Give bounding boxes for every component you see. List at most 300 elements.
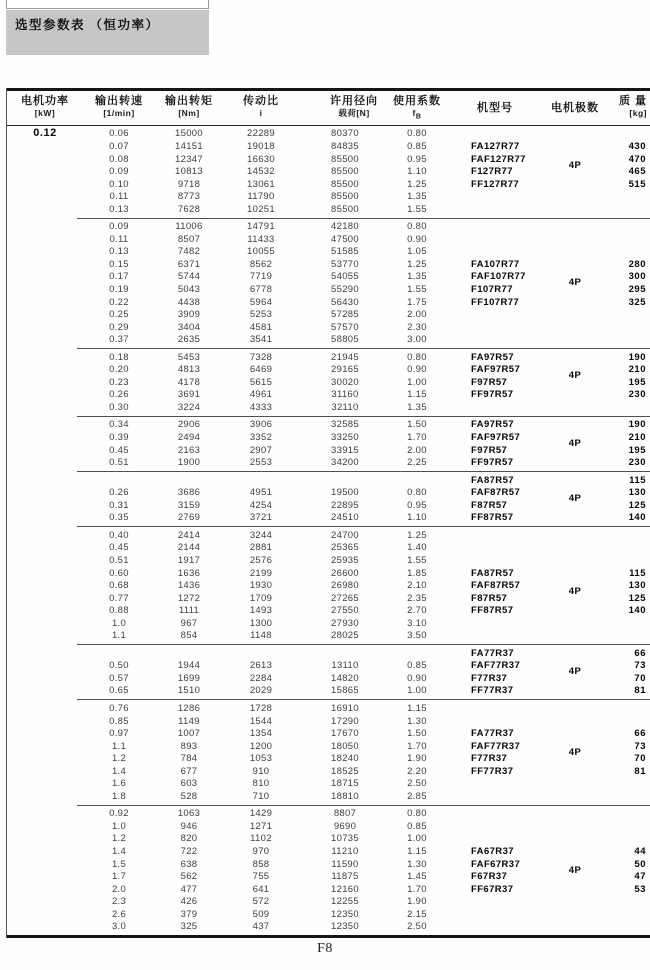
ratio-cell: 1200 <box>249 740 273 752</box>
mass-cell: 66 <box>634 728 646 740</box>
table-row <box>7 321 650 334</box>
table-row <box>7 921 650 934</box>
mass-cell: 190 <box>628 419 646 431</box>
ratio-cell: 13061 <box>247 178 275 190</box>
fs-cell: 1.15 <box>407 389 427 401</box>
mass-cell: 280 <box>628 258 646 270</box>
ratio-cell: 1930 <box>249 580 273 592</box>
poles-cell: 4P <box>568 746 582 758</box>
ratio-cell: 1300 <box>249 617 273 629</box>
speed-cell: 0.07 <box>109 141 129 152</box>
load-cell: 24700 <box>331 529 359 541</box>
fs-cell: 1.75 <box>407 296 427 308</box>
table-row <box>7 308 650 321</box>
model-cell: FA97R57 <box>471 419 514 431</box>
ratio-cell: 3244 <box>249 529 273 541</box>
mass-cell: 195 <box>628 376 646 388</box>
fs-cell: 0.80 <box>407 351 427 363</box>
fs-cell: 1.15 <box>407 845 427 857</box>
fs-cell: 3.00 <box>407 334 427 346</box>
poles-cell: 4P <box>568 277 582 289</box>
table-row <box>7 858 650 876</box>
mass-cell: 325 <box>628 296 646 308</box>
table-row <box>7 529 650 542</box>
page-number: F8 <box>317 941 333 956</box>
torque-cell: 477 <box>180 883 198 895</box>
load-cell: 54055 <box>331 271 359 283</box>
torque-cell: 638 <box>180 858 198 870</box>
table-row <box>7 765 650 778</box>
speed-cell: 1.0 <box>111 820 127 832</box>
ratio-cell: 2553 <box>249 457 273 469</box>
fs-cell: 2.10 <box>407 580 427 592</box>
ratio-cell: 2576 <box>249 554 273 566</box>
load-cell: 42180 <box>331 221 359 233</box>
ratio-cell: 1429 <box>249 808 273 820</box>
ratio-cell: 641 <box>252 883 270 895</box>
fs-cell: 1.90 <box>407 896 427 908</box>
torque-cell: 3159 <box>177 499 201 511</box>
ratio-cell: 2029 <box>249 685 273 697</box>
speed-cell: 0.13 <box>109 203 129 215</box>
fs-cell: 1.70 <box>407 883 427 895</box>
mass-cell: 115 <box>629 567 646 579</box>
ratio-cell: 2907 <box>249 444 273 456</box>
fs-cell: 1.90 <box>407 753 427 765</box>
mass-cell: 195 <box>628 444 646 456</box>
table-body <box>7 126 650 938</box>
table-row <box>7 908 650 921</box>
load-cell: 33915 <box>331 444 359 456</box>
ratio-cell: 11433 <box>247 233 275 245</box>
model-cell: FF107R77 <box>471 296 520 308</box>
load-cell: 55290 <box>331 284 359 296</box>
load-cell: 22895 <box>331 499 359 511</box>
mass-cell: 130 <box>628 487 646 499</box>
fs-cell: 0.95 <box>407 153 427 165</box>
ratio-cell: 3352 <box>249 432 273 444</box>
ratio-cell: 1709 <box>249 592 273 604</box>
mass-cell: 230 <box>628 389 646 401</box>
fs-cell: 1.00 <box>407 685 427 697</box>
speed-cell: 0.85 <box>109 715 129 727</box>
table-row <box>7 333 650 346</box>
table-row <box>7 401 650 414</box>
ratio-cell: 4254 <box>249 499 273 511</box>
torque-cell: 2494 <box>177 432 201 444</box>
table-row <box>7 820 650 833</box>
torque-cell: 1272 <box>177 592 201 604</box>
speed-cell: 0.39 <box>109 432 129 444</box>
model-cell: FAF97R57 <box>471 432 521 444</box>
speed-cell: 2.3 <box>111 896 127 908</box>
model-cell: FF97R57 <box>471 457 514 469</box>
model-cell: FA107R77 <box>471 258 520 270</box>
load-cell: 17670 <box>331 728 359 740</box>
load-cell: 31160 <box>331 389 359 401</box>
fs-cell: 2.00 <box>407 444 427 456</box>
load-cell: 57570 <box>331 321 359 333</box>
speed-cell: 0.19 <box>109 284 129 296</box>
table-row <box>7 845 650 858</box>
fs-cell: 1.15 <box>407 702 427 714</box>
table-row <box>7 474 650 487</box>
fs-cell: 1.55 <box>407 284 427 296</box>
ratio-cell: 2284 <box>249 672 273 684</box>
model-cell: FAF97R57 <box>471 364 521 376</box>
torque-cell: 7482 <box>177 246 201 258</box>
mass-cell: 130 <box>628 580 646 592</box>
fs-cell: 1.35 <box>407 271 427 283</box>
speed-cell: 2.6 <box>111 908 127 920</box>
ratio-cell: 3906 <box>249 419 273 431</box>
load-cell: 85500 <box>331 191 359 203</box>
ratio-cell: 1271 <box>249 820 273 832</box>
fs-cell: 0.90 <box>407 672 427 684</box>
model-cell: FAF87R57 <box>471 580 521 592</box>
ratio-cell: 11790 <box>247 191 275 203</box>
model-cell: FAF87R57 <box>471 487 521 499</box>
table-row <box>7 567 650 580</box>
table-row <box>7 554 650 567</box>
load-cell: 18810 <box>331 790 359 802</box>
table-row <box>7 604 650 617</box>
speed-cell: 0.51 <box>109 554 129 566</box>
model-cell: FA127R77 <box>471 141 520 152</box>
model-cell: FF77R37 <box>471 765 514 777</box>
speed-cell: 0.15 <box>109 258 129 270</box>
model-cell: F77R37 <box>471 672 508 684</box>
table-row <box>7 140 650 153</box>
header-output-torque: 输出转矩 [Nm] <box>165 95 213 118</box>
speed-cell: 2.0 <box>111 883 127 895</box>
model-cell: FF67R37 <box>471 883 514 895</box>
load-cell: 24510 <box>331 512 359 524</box>
torque-cell: 9718 <box>177 178 201 190</box>
mass-cell: 73 <box>634 740 646 752</box>
mass-cell: 50 <box>634 858 646 870</box>
mass-cell: 47 <box>634 871 646 883</box>
table-row <box>7 178 650 191</box>
ratio-cell: 1053 <box>249 753 273 765</box>
mass-cell: 140 <box>628 605 646 617</box>
speed-cell: 0.30 <box>109 401 129 413</box>
speed-cell: 0.76 <box>109 702 129 714</box>
mass-cell: 300 <box>628 271 646 283</box>
ratio-cell: 4333 <box>249 401 273 413</box>
ratio-cell: 22289 <box>247 128 275 140</box>
load-cell: 34200 <box>331 457 359 469</box>
ratio-cell: 755 <box>252 871 270 883</box>
ratio-cell: 5253 <box>249 309 273 321</box>
fs-cell: 0.80 <box>407 221 427 233</box>
table-row <box>7 617 650 630</box>
fs-cell: 0.95 <box>407 499 427 511</box>
load-cell: 8807 <box>333 808 357 820</box>
ratio-cell: 1728 <box>249 702 273 714</box>
ratio-cell: 5615 <box>249 376 273 388</box>
fs-cell: 0.80 <box>407 487 427 499</box>
mass-cell: 44 <box>634 845 646 857</box>
ratio-cell: 5964 <box>249 296 273 308</box>
speed-cell: 1.7 <box>111 871 127 883</box>
ratio-cell: 1354 <box>249 728 273 740</box>
torque-cell: 2144 <box>177 542 201 554</box>
model-cell: F127R77 <box>471 166 513 178</box>
speed-cell: 0.10 <box>109 178 129 190</box>
speed-cell: 0.65 <box>109 685 129 697</box>
mass-cell: 115 <box>629 474 646 486</box>
model-cell: F107R77 <box>471 284 513 296</box>
load-cell: 12255 <box>331 896 359 908</box>
speed-cell: 0.60 <box>109 567 129 579</box>
model-cell: FF87R57 <box>471 512 514 524</box>
torque-cell: 1111 <box>178 605 200 617</box>
table-row <box>7 727 650 740</box>
speed-cell: 0.08 <box>109 153 129 165</box>
page-title: 选型参数表 <box>15 18 86 32</box>
ratio-cell: 14532 <box>247 166 275 178</box>
header-motor-poles: 电机极数 <box>551 102 599 115</box>
table-row <box>7 629 650 642</box>
speed-cell: 0.50 <box>109 660 129 672</box>
ratio-cell: 10055 <box>247 246 275 258</box>
torque-cell: 8773 <box>177 191 201 203</box>
load-cell: 85500 <box>331 153 359 165</box>
fs-cell: 0.80 <box>407 808 427 820</box>
table-row <box>7 777 650 790</box>
table-row <box>7 647 650 660</box>
header-mass: 质 量 [kg] <box>618 95 647 118</box>
fs-cell: 1.70 <box>407 432 427 444</box>
ratio-cell: 6469 <box>249 364 273 376</box>
fs-cell: 2.00 <box>407 309 427 321</box>
model-cell: FAF77R37 <box>471 740 521 752</box>
torque-cell: 603 <box>180 778 198 790</box>
model-cell: F77R37 <box>471 753 508 765</box>
torque-cell: 6371 <box>177 258 201 270</box>
load-cell: 17290 <box>331 715 359 727</box>
model-cell: FAF67R37 <box>471 858 521 870</box>
speed-cell: 0.26 <box>109 389 129 401</box>
speed-cell: 0.09 <box>109 221 129 233</box>
speed-cell: 0.25 <box>109 309 129 321</box>
torque-cell: 10813 <box>175 166 203 178</box>
header-service-factor: 使用系数 $f_B$ <box>393 95 441 121</box>
table-row <box>7 790 650 803</box>
torque-cell: 5453 <box>177 351 201 363</box>
ratio-cell: 6778 <box>249 284 273 296</box>
mass-cell: 210 <box>628 364 646 376</box>
ratio-cell: 14791 <box>247 221 275 233</box>
fs-cell: 1.70 <box>407 740 427 752</box>
speed-cell: 0.37 <box>109 334 129 346</box>
ratio-cell: 509 <box>252 908 270 920</box>
ratio-cell: 3541 <box>249 334 273 346</box>
load-cell: 29165 <box>331 364 359 376</box>
speed-cell: 0.40 <box>109 529 129 541</box>
fs-cell: 1.10 <box>407 166 427 178</box>
ratio-cell: 19018 <box>247 141 275 152</box>
speed-cell: 0.35 <box>109 512 129 524</box>
torque-cell: 562 <box>180 871 198 883</box>
table-row <box>7 153 650 171</box>
ratio-cell: 2199 <box>249 567 273 579</box>
torque-cell: 325 <box>180 921 198 933</box>
load-cell: 11875 <box>331 871 359 883</box>
fs-cell: 1.30 <box>407 715 427 727</box>
load-cell: 27930 <box>331 617 359 629</box>
ratio-cell: 2881 <box>249 542 273 554</box>
table-row <box>7 351 650 364</box>
table-row <box>7 389 650 402</box>
table-block <box>7 219 650 348</box>
torque-cell: 3909 <box>177 309 201 321</box>
model-cell: FF127R77 <box>471 178 520 190</box>
ratio-cell: 810 <box>252 778 270 790</box>
load-cell: 18240 <box>331 753 359 765</box>
load-cell: 12350 <box>331 921 359 933</box>
ratio-cell: 10251 <box>247 203 275 215</box>
load-cell: 12350 <box>331 908 359 920</box>
mass-cell: 470 <box>628 153 646 165</box>
fs-cell: 1.05 <box>407 246 427 258</box>
fs-cell: 0.80 <box>407 128 427 140</box>
load-cell: 27265 <box>331 592 359 604</box>
top-cropped-box <box>6 0 209 9</box>
table-row <box>7 740 650 758</box>
torque-cell: 1149 <box>178 715 200 727</box>
speed-cell: 0.77 <box>109 592 129 604</box>
poles-cell: 4P <box>568 370 582 382</box>
table-block <box>7 472 650 526</box>
fs-cell: 3.50 <box>407 630 427 642</box>
ratio-cell: 4951 <box>249 487 273 499</box>
mass-cell: 140 <box>628 512 646 524</box>
speed-cell: 1.8 <box>111 790 127 802</box>
fs-cell: 1.00 <box>407 833 427 845</box>
ratio-cell: 7719 <box>249 271 273 283</box>
fs-cell: 1.00 <box>407 376 427 388</box>
mass-cell: 66 <box>634 647 646 659</box>
speed-cell: 1.2 <box>111 833 127 845</box>
torque-cell: 5744 <box>177 271 201 283</box>
ratio-cell: 4581 <box>249 321 273 333</box>
fs-cell: 0.85 <box>407 660 427 672</box>
power-cell: 0.12 <box>33 127 57 140</box>
torque-cell: 3686 <box>177 487 201 499</box>
speed-cell: 0.13 <box>109 246 129 258</box>
speed-cell: 0.51 <box>109 457 129 469</box>
load-cell: 9690 <box>333 820 357 832</box>
speed-cell: 0.11 <box>109 191 129 203</box>
ratio-cell: 1148 <box>250 630 272 642</box>
torque-cell: 1436 <box>177 580 201 592</box>
model-cell: F97R57 <box>471 376 508 388</box>
load-cell: 11590 <box>331 858 359 870</box>
torque-cell: 722 <box>180 845 198 857</box>
speed-cell: 0.92 <box>109 808 129 820</box>
load-cell: 18050 <box>331 740 359 752</box>
table-row <box>7 296 650 309</box>
mass-cell: 295 <box>628 284 646 296</box>
table-row <box>7 883 650 896</box>
model-cell: FA77R37 <box>471 647 514 659</box>
ratio-cell: 16630 <box>247 153 275 165</box>
fs-cell: 0.90 <box>407 233 427 245</box>
model-cell: F67R37 <box>471 871 508 883</box>
load-cell: 25935 <box>331 554 359 566</box>
fs-cell: 1.35 <box>407 401 427 413</box>
torque-cell: 4813 <box>177 364 201 376</box>
table-row <box>7 190 650 203</box>
load-cell: 12160 <box>331 883 359 895</box>
load-cell: 53770 <box>331 258 359 270</box>
load-cell: 51585 <box>331 246 359 258</box>
load-cell: 85500 <box>331 203 359 215</box>
speed-cell: 1.4 <box>111 765 127 777</box>
speed-cell: 0.31 <box>109 499 129 511</box>
fs-cell: 0.85 <box>407 820 427 832</box>
fs-cell: 2.20 <box>407 765 427 777</box>
load-cell: 10735 <box>331 833 359 845</box>
model-cell: FF77R37 <box>471 685 514 697</box>
fs-cell: 1.25 <box>407 258 427 270</box>
table-row <box>7 685 650 698</box>
fs-cell: 2.30 <box>407 321 427 333</box>
ratio-cell: 572 <box>252 896 270 908</box>
model-cell: F87R57 <box>471 592 508 604</box>
ratio-cell: 970 <box>252 845 270 857</box>
table-row <box>7 715 650 728</box>
speed-cell: 3.0 <box>111 921 127 933</box>
table-header-row <box>7 88 650 126</box>
load-cell: 58805 <box>331 334 359 346</box>
model-cell: FA77R37 <box>471 728 514 740</box>
torque-cell: 2635 <box>177 334 201 346</box>
mass-cell: 70 <box>634 753 646 765</box>
speed-cell: 0.29 <box>109 321 129 333</box>
torque-cell: 11006 <box>175 221 203 233</box>
table-row <box>7 128 650 141</box>
table-row <box>7 233 650 246</box>
ratio-cell: 1544 <box>249 715 273 727</box>
table-row <box>7 702 650 715</box>
torque-cell: 2769 <box>177 512 201 524</box>
speed-cell: 0.06 <box>109 128 129 140</box>
torque-cell: 893 <box>180 740 198 752</box>
page-subtitle: （恒功率） <box>89 18 160 32</box>
model-cell: FAF127R77 <box>471 153 526 165</box>
ratio-cell: 710 <box>252 790 270 802</box>
torque-cell: 426 <box>180 896 198 908</box>
torque-cell: 14151 <box>175 141 203 152</box>
table-row <box>7 246 650 259</box>
speed-cell: 1.2 <box>111 753 127 765</box>
ratio-cell: 858 <box>252 858 270 870</box>
mass-cell: 73 <box>634 660 646 672</box>
ratio-cell: 3721 <box>249 512 273 524</box>
poles-cell: 4P <box>568 159 582 171</box>
load-cell: 80370 <box>331 128 359 140</box>
model-cell: F97R57 <box>471 444 508 456</box>
torque-cell: 1510 <box>177 685 201 697</box>
fs-cell: 1.30 <box>407 858 427 870</box>
load-cell: 32110 <box>331 401 359 413</box>
load-cell: 18715 <box>331 778 359 790</box>
speed-cell: 0.11 <box>109 233 129 245</box>
poles-cell: 4P <box>568 493 582 505</box>
